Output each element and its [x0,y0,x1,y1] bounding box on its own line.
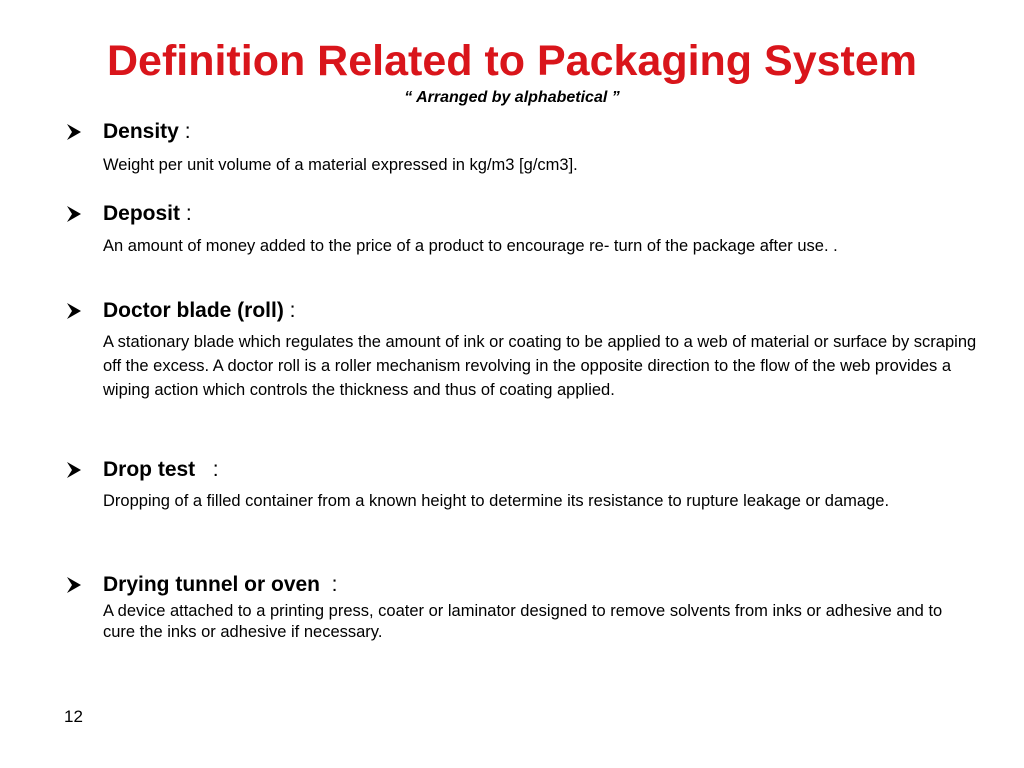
term-definition: An amount of money added to the price of a product to encourage re- turn of the package after use. . [103,237,838,255]
term-definition: A device attached to a printing press, coater or laminator designed to remove solvents from inks or adhesive and to cure the inks or adhesive if necessary. [103,602,943,641]
arrowhead-bullet-icon [66,205,82,223]
term-deposit [66,200,986,255]
term-doctor-blade [66,297,986,399]
slide-subtitle: “ Arranged by alphabetical ” [404,89,620,106]
term-drying-tunnel [66,571,986,641]
term-title: Drop test [103,458,196,481]
term-separator: : [180,202,192,225]
term-definition: A stationary blade which regulates the amount of ink or coating to be applied to a web of material or surface by scraping off the excess. A doctor roll is a roller mechanism revolving in the opposite direction to the flow of the web provides a wiping action which controls the thickness and thus of coating applied. [103,333,977,399]
slide-title: Definition Related to Packaging System [106,37,917,85]
term-title: Density [103,120,179,143]
term-definition: Weight per unit volume of a material expressed in kg/m3 [g/cm3]. [103,156,578,174]
term-separator: : [283,299,296,322]
term-title: Doctor blade (roll) [103,299,284,322]
term-drop-test [66,456,986,510]
term-density [66,118,986,174]
term-separator: : [320,573,338,596]
arrowhead-bullet-icon [66,461,82,479]
term-separator: : [195,458,219,481]
term-title: Drying tunnel or oven [103,573,321,596]
term-definition: Dropping of a filled container from a known height to determine its resistance to rupture leakage or damage. [103,492,890,510]
arrowhead-bullet-icon [66,302,82,320]
term-title: Deposit [103,202,181,225]
arrowhead-bullet-icon [66,123,82,141]
term-separator: : [178,120,191,143]
arrowhead-bullet-icon [66,576,82,594]
page-number: 12 [64,707,83,726]
